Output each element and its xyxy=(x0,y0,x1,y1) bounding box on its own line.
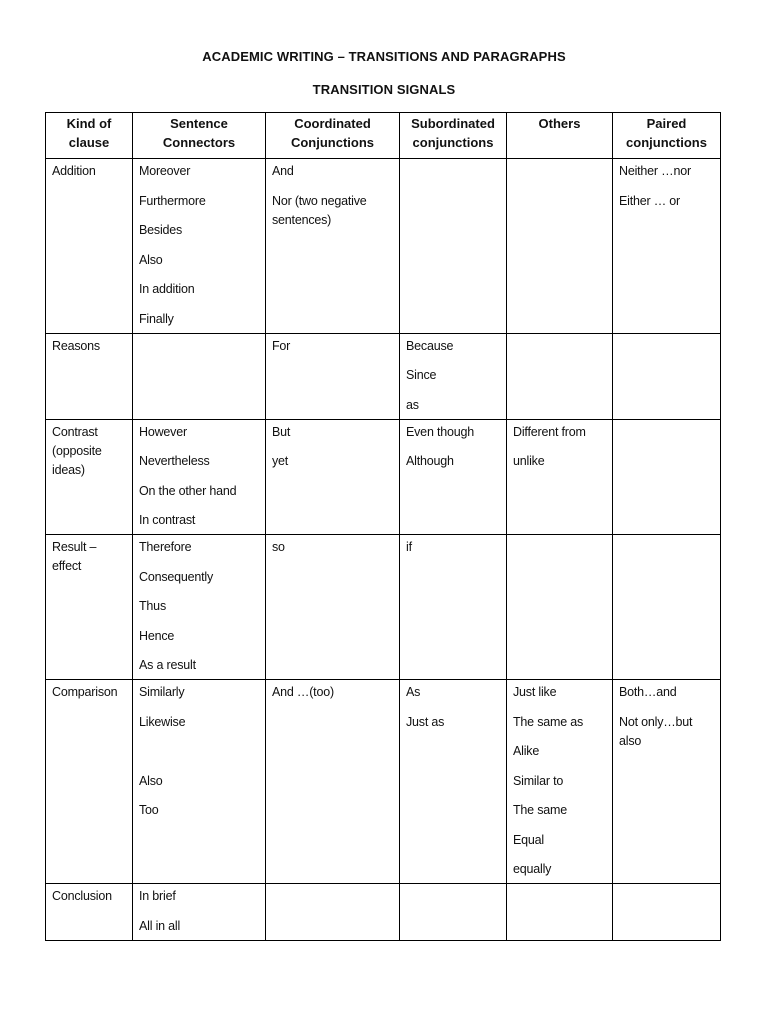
cell-text: Reasons xyxy=(52,338,100,353)
cell-paired xyxy=(613,535,721,680)
cell-paired xyxy=(613,419,721,535)
cell-text: Not only…but also xyxy=(619,714,693,748)
cell-kind xyxy=(46,419,133,535)
cell-text: Contrast (opposite ideas) xyxy=(52,424,102,477)
cell-others xyxy=(507,535,613,680)
cell-subordinated xyxy=(400,884,507,941)
cell-text: And xyxy=(272,164,294,178)
cell-subordinated xyxy=(400,159,507,334)
cell-paired xyxy=(613,884,721,941)
table-row xyxy=(46,159,721,334)
cell-text: In contrast xyxy=(139,513,196,527)
cell-text: Result – effect xyxy=(52,540,97,573)
cell-sentence-connectors xyxy=(133,419,266,535)
cell-sentence-connectors xyxy=(133,535,266,680)
cell-others xyxy=(507,419,613,535)
cell-text: Hence xyxy=(139,628,175,643)
cell-kind xyxy=(46,535,133,680)
header-subordinated-conjunctions xyxy=(400,113,507,159)
table-row xyxy=(46,680,721,884)
header-line: Coordinated xyxy=(294,116,371,131)
cell-text: The same as xyxy=(513,714,584,729)
header-line: Kind of xyxy=(66,116,112,131)
cell-text: Just as xyxy=(406,714,445,729)
cell-text: Nevertheless xyxy=(139,454,210,468)
cell-paired xyxy=(613,159,721,334)
cell-text: Conclusion xyxy=(52,889,112,903)
cell-text: The same xyxy=(513,803,567,817)
cell-text: Even though xyxy=(406,424,474,439)
cell-text: In addition xyxy=(139,282,195,296)
table-row xyxy=(46,884,721,941)
cell-text: if xyxy=(406,540,412,554)
cell-text: Besides xyxy=(139,223,183,237)
cell-subordinated xyxy=(400,535,507,680)
header-kind-of-clause xyxy=(46,113,133,159)
cell-text: However xyxy=(139,424,187,439)
cell-text: Finally xyxy=(139,311,174,326)
cell-text: Both…and xyxy=(619,685,677,699)
cell-text: yet xyxy=(272,454,289,468)
cell-text: On the other hand xyxy=(139,483,237,498)
header-line: Others xyxy=(538,116,581,131)
cell-text: Nor (two negative sentences) xyxy=(272,193,367,227)
header-line: Connectors xyxy=(162,135,236,150)
cell-text: Also xyxy=(139,252,163,267)
cell-sentence-connectors xyxy=(133,159,266,334)
cell-others xyxy=(507,159,613,334)
cell-text: Either … or xyxy=(619,193,681,208)
header-line: Paired xyxy=(646,116,687,131)
cell-text: Similarly xyxy=(139,685,185,699)
header-paired-conjunctions xyxy=(613,113,721,159)
header-line: Subordinated xyxy=(411,116,495,131)
header-others xyxy=(507,113,613,159)
transition-signals-table xyxy=(45,112,721,941)
cell-text: Similar to xyxy=(513,773,564,788)
cell-coordinated xyxy=(266,535,400,680)
cell-coordinated xyxy=(266,680,400,884)
header-line: conjunctions xyxy=(626,135,707,150)
cell-coordinated xyxy=(266,419,400,535)
cell-sentence-connectors xyxy=(133,680,266,884)
cell-text: As a result xyxy=(139,658,196,672)
cell-text: Different from xyxy=(513,424,586,439)
header-line: conjunctions xyxy=(412,135,494,150)
table-row xyxy=(46,333,721,419)
cell-text: All in all xyxy=(139,918,181,933)
cell-text: Comparison xyxy=(52,685,118,699)
cell-coordinated xyxy=(266,333,400,419)
cell-text: Therefore xyxy=(139,540,192,554)
cell-text: For xyxy=(272,338,291,353)
header-line: Sentence xyxy=(170,116,228,131)
document-title: ACADEMIC WRITING – TRANSITIONS AND PARAGRAPHS xyxy=(202,49,566,64)
cell-text: Since xyxy=(406,368,437,382)
header-line: Conjunctions xyxy=(290,135,375,150)
cell-text: Likewise xyxy=(139,714,186,729)
table-header-row xyxy=(46,113,721,159)
cell-text: As xyxy=(406,685,421,699)
cell-coordinated xyxy=(266,159,400,334)
cell-text: Neither …nor xyxy=(619,164,691,178)
cell-sentence-connectors xyxy=(133,884,266,941)
cell-paired xyxy=(613,333,721,419)
cell-text: Because xyxy=(406,338,454,353)
cell-text: Although xyxy=(406,454,454,468)
cell-paired xyxy=(613,680,721,884)
cell-text: Alike xyxy=(513,744,540,758)
cell-subordinated xyxy=(400,333,507,419)
cell-text: And …(too) xyxy=(272,685,334,699)
cell-others xyxy=(507,680,613,884)
cell-text: Addition xyxy=(52,164,96,178)
cell-text: Too xyxy=(139,803,159,817)
cell-text: so xyxy=(272,540,285,554)
cell-text: as xyxy=(406,397,419,412)
cell-text: Furthermore xyxy=(139,193,206,208)
cell-text: Consequently xyxy=(139,569,214,584)
header-sentence-connectors xyxy=(133,113,266,159)
cell-kind xyxy=(46,680,133,884)
document-subtitle: TRANSITION SIGNALS xyxy=(312,82,456,97)
cell-text: Also xyxy=(139,773,163,788)
table-row xyxy=(46,419,721,535)
cell-others xyxy=(507,884,613,941)
cell-subordinated xyxy=(400,680,507,884)
cell-text: Just like xyxy=(513,685,557,699)
cell-text: Moreover xyxy=(139,164,191,178)
cell-text: Equal xyxy=(513,832,544,847)
cell-others xyxy=(507,333,613,419)
cell-text: equally xyxy=(513,862,552,876)
cell-kind xyxy=(46,159,133,334)
cell-text: unlike xyxy=(513,454,545,468)
table-row xyxy=(46,535,721,680)
cell-text: But xyxy=(272,424,291,439)
cell-kind xyxy=(46,884,133,941)
header-coordinated-conjunctions xyxy=(266,113,400,159)
cell-coordinated xyxy=(266,884,400,941)
cell-sentence-connectors xyxy=(133,333,266,419)
cell-text: In brief xyxy=(139,889,176,903)
cell-text: Thus xyxy=(139,599,166,613)
cell-subordinated xyxy=(400,419,507,535)
header-line: clause xyxy=(68,135,110,150)
cell-kind xyxy=(46,333,133,419)
